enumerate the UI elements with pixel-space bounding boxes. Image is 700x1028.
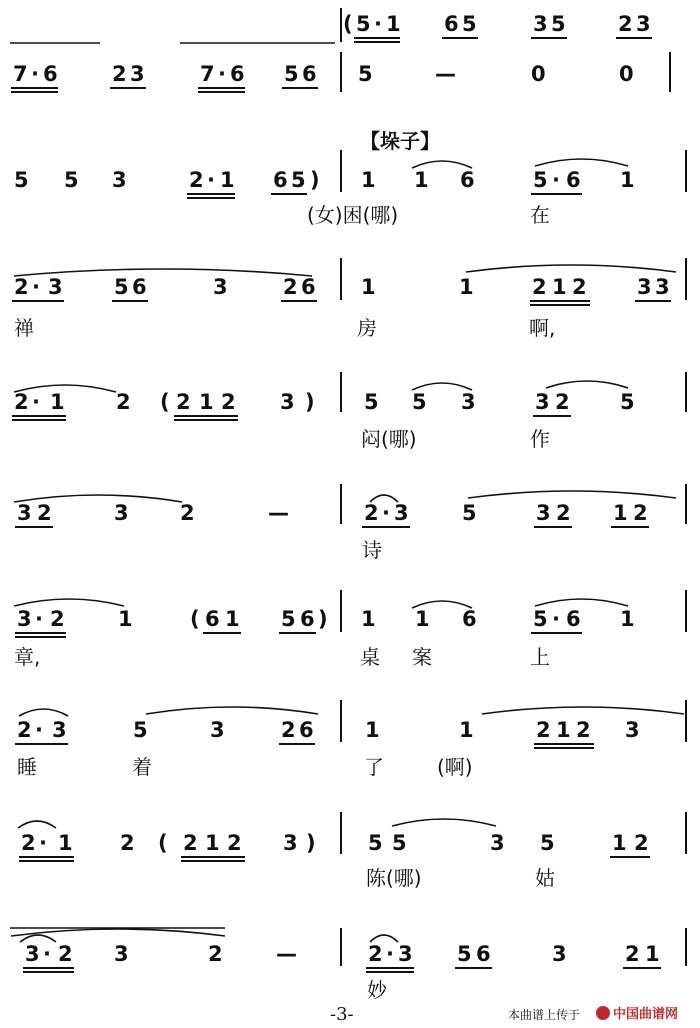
jianpu-note: 6	[205, 607, 220, 631]
jianpu-note: 3	[636, 12, 651, 36]
lyric-text: 房	[357, 316, 377, 340]
slur	[20, 935, 56, 942]
jianpu-note: 5	[114, 275, 129, 299]
jianpu-note: 2	[120, 831, 135, 855]
lyric-text: (女)困(哪)	[307, 203, 399, 227]
jianpu-note: 3	[461, 390, 476, 414]
slur	[412, 383, 472, 390]
jianpu-note: 2	[50, 607, 65, 631]
jianpu-note: 5	[457, 942, 472, 966]
jianpu-note: 5	[14, 168, 29, 192]
footer-logo-text: 中国曲谱网	[613, 1007, 679, 1022]
jianpu-note: 2	[618, 12, 633, 36]
jianpu-note: 2	[14, 390, 29, 414]
jianpu-note: 6	[566, 168, 581, 192]
jianpu-note: 2	[180, 501, 195, 525]
jianpu-note: 2	[576, 718, 591, 742]
jianpu-note: )	[306, 831, 316, 855]
jianpu-note: 1	[361, 607, 376, 631]
jianpu-note: 2	[116, 390, 131, 414]
jianpu-note: 1	[50, 390, 65, 414]
jianpu-note: 1	[613, 501, 628, 525]
slur	[146, 707, 318, 714]
jianpu-note: 6	[301, 275, 316, 299]
jianpu-note: 2	[633, 501, 648, 525]
jianpu-note: 5	[533, 168, 548, 192]
jianpu-note: 1	[205, 831, 220, 855]
jianpu-note: 2	[176, 390, 191, 414]
jianpu-note: 6	[476, 942, 491, 966]
lyric-text: (啊)	[437, 755, 473, 779]
jianpu-note: 3	[533, 12, 548, 36]
lyric-text: 着	[132, 755, 152, 779]
jianpu-note: 6	[43, 62, 58, 86]
jianpu-note: 1	[459, 275, 474, 299]
jianpu-note: 6	[132, 275, 147, 299]
jianpu-note: 2	[368, 942, 383, 966]
jianpu-note: 3	[25, 942, 40, 966]
jianpu-note: 2	[556, 501, 571, 525]
jianpu-note: 2	[183, 831, 198, 855]
jianpu-note: )	[305, 390, 315, 414]
jianpu-note: 5	[462, 12, 477, 36]
slur	[19, 709, 68, 716]
footer-logo	[596, 1003, 678, 1022]
slur	[14, 385, 116, 392]
jianpu-note: 2	[58, 942, 73, 966]
lyric-text: 在	[530, 203, 550, 227]
lyric-text: 了	[364, 755, 384, 779]
jianpu-note: 0	[531, 62, 546, 86]
jianpu-note: 5	[551, 12, 566, 36]
jianpu-note: 2	[21, 831, 36, 855]
jianpu-note: 2	[364, 501, 379, 525]
lyric-text: 陈(哪)	[366, 866, 422, 890]
jianpu-note: 3	[114, 501, 129, 525]
jianpu-note: 5	[358, 62, 373, 86]
jianpu-note: 3	[283, 831, 298, 855]
jianpu-note: (	[343, 12, 353, 36]
jianpu-note: 1	[225, 607, 240, 631]
jianpu-note: 2	[227, 831, 242, 855]
jianpu-note: 5	[364, 390, 379, 414]
jianpu-note: 3	[637, 275, 652, 299]
lyric-text: 诗	[362, 538, 382, 562]
slur	[482, 707, 684, 714]
jianpu-note: 2	[555, 390, 570, 414]
jianpu-note: (	[158, 831, 168, 855]
jianpu-note: 2	[536, 718, 551, 742]
footer-note: 本曲谱上传于	[508, 1008, 581, 1022]
slur	[412, 161, 472, 168]
page-number: -3-	[330, 1004, 354, 1025]
jianpu-note: 1	[612, 831, 627, 855]
jianpu-note: —	[268, 501, 289, 525]
lyric-text: 案	[412, 645, 432, 669]
jianpu-note: ·	[32, 390, 40, 414]
slur	[14, 599, 124, 606]
lyric-text: 睡	[17, 755, 37, 779]
jianpu-note: ·	[35, 718, 43, 742]
jianpu-note: 3	[17, 607, 32, 631]
jianpu-note: 2	[625, 942, 640, 966]
jianpu-note: 2	[208, 942, 223, 966]
jianpu-note: 1	[386, 12, 401, 36]
jianpu-note: 5	[291, 168, 306, 192]
jianpu-note: 1	[361, 275, 376, 299]
lyric-text: 桌	[360, 645, 380, 669]
jianpu-note: 6	[273, 168, 288, 192]
jianpu-note: 1	[620, 607, 635, 631]
slur	[18, 821, 56, 828]
jianpu-note: (	[160, 390, 170, 414]
slur	[466, 265, 676, 272]
jianpu-note: 2	[634, 831, 649, 855]
logo-icon	[596, 1006, 610, 1020]
lyric-text: 啊,	[529, 316, 556, 340]
slur	[370, 935, 398, 942]
jianpu-note: 6	[299, 718, 314, 742]
jianpu-note: —	[276, 942, 297, 966]
jianpu-note: 5	[462, 501, 477, 525]
jianpu-note: ·	[552, 168, 560, 192]
jianpu-note: 3	[490, 831, 505, 855]
jianpu-note: 3	[112, 168, 127, 192]
jianpu-note: 1	[556, 718, 571, 742]
jianpu-note: 3	[114, 942, 129, 966]
jianpu-note: )	[318, 607, 328, 631]
lyric-text: 闷(哪)	[361, 427, 417, 451]
jianpu-note: 2	[572, 275, 587, 299]
jianpu-note: 5	[133, 718, 148, 742]
jianpu-note: ·	[43, 942, 51, 966]
jianpu-note: 1	[220, 168, 235, 192]
lyric-text: 妙	[367, 978, 387, 1002]
jianpu-note: 2	[532, 275, 547, 299]
jianpu-note: 5	[533, 607, 548, 631]
jianpu-note: 1	[620, 168, 635, 192]
jianpu-note: 3	[17, 501, 32, 525]
jianpu-note: ·	[31, 62, 39, 86]
jianpu-note: 3	[536, 501, 551, 525]
jianpu-note: 5	[64, 168, 79, 192]
jianpu-note: ·	[35, 607, 43, 631]
jianpu-note: 6	[300, 607, 315, 631]
jianpu-note: 1	[365, 718, 380, 742]
jianpu-note: 3	[48, 275, 63, 299]
jianpu-note: 7	[200, 62, 215, 86]
slur	[535, 159, 628, 166]
jianpu-note: 2	[221, 390, 236, 414]
jianpu-note: 5	[620, 390, 635, 414]
jianpu-note: 6	[302, 62, 317, 86]
jianpu-note: 3	[394, 501, 409, 525]
jianpu-note: 2	[112, 62, 127, 86]
jianpu-note: )	[310, 168, 320, 192]
lyric-text: 章,	[14, 645, 41, 669]
jianpu-note: 0	[619, 62, 634, 86]
jianpu-note: 5	[368, 831, 383, 855]
jianpu-note: 2	[281, 718, 296, 742]
jianpu-note: 3	[625, 718, 640, 742]
jianpu-note: 3	[210, 718, 225, 742]
jianpu-note: ·	[386, 942, 394, 966]
jianpu-note: 2	[37, 501, 52, 525]
jianpu-note: 6	[462, 607, 477, 631]
jianpu-note: 3	[130, 62, 145, 86]
jianpu-note: 1	[415, 607, 430, 631]
slur	[468, 491, 676, 498]
jianpu-note: ·	[32, 275, 40, 299]
jianpu-note: 5	[412, 390, 427, 414]
jianpu-note: 1	[459, 718, 474, 742]
jianpu-note: 2	[17, 718, 32, 742]
jianpu-note: 6	[444, 12, 459, 36]
jianpu-note: 5	[356, 12, 371, 36]
jianpu-note: 6	[460, 168, 475, 192]
jianpu-note: 5	[284, 62, 299, 86]
jianpu-note: 5	[281, 607, 296, 631]
jianpu-note: 3	[213, 275, 228, 299]
lyric-text: 姑	[535, 866, 555, 890]
jianpu-note: 2	[189, 168, 204, 192]
jianpu-note: ·	[218, 62, 226, 86]
jianpu-note: 5	[392, 831, 407, 855]
jianpu-note: 3	[398, 942, 413, 966]
lyric-text: 禅	[14, 316, 34, 340]
section-title: 【垛子】	[360, 129, 440, 153]
jianpu-note: ·	[39, 831, 47, 855]
jianpu-note: 3	[280, 390, 295, 414]
slur	[546, 381, 628, 388]
jianpu-note: 1	[58, 831, 73, 855]
jianpu-note: 2	[14, 275, 29, 299]
jianpu-note: 1	[645, 942, 660, 966]
jianpu-note: ·	[552, 607, 560, 631]
jianpu-note: 3	[655, 275, 670, 299]
jianpu-note: 6	[566, 607, 581, 631]
jianpu-note: ·	[207, 168, 215, 192]
jianpu-note: (	[190, 607, 200, 631]
lyric-text: 上	[530, 645, 550, 669]
jianpu-note: 6	[230, 62, 245, 86]
jianpu-note: 1	[118, 607, 133, 631]
jianpu-note: 1	[552, 275, 567, 299]
lyric-text: 作	[530, 427, 550, 451]
jianpu-note: 3	[535, 390, 550, 414]
jianpu-note: 1	[199, 390, 214, 414]
jianpu-note: —	[435, 62, 456, 86]
jianpu-note: 1	[361, 168, 376, 192]
jianpu-note: 5	[540, 831, 555, 855]
jianpu-note: 7	[13, 62, 28, 86]
slur	[535, 599, 628, 606]
jianpu-note: 3	[52, 718, 67, 742]
jianpu-note: ·	[374, 12, 382, 36]
jianpu-note: 1	[414, 168, 429, 192]
slur	[392, 819, 496, 826]
jianpu-note: 2	[283, 275, 298, 299]
jianpu-note: ·	[382, 501, 390, 525]
jianpu-note: 3	[552, 942, 567, 966]
